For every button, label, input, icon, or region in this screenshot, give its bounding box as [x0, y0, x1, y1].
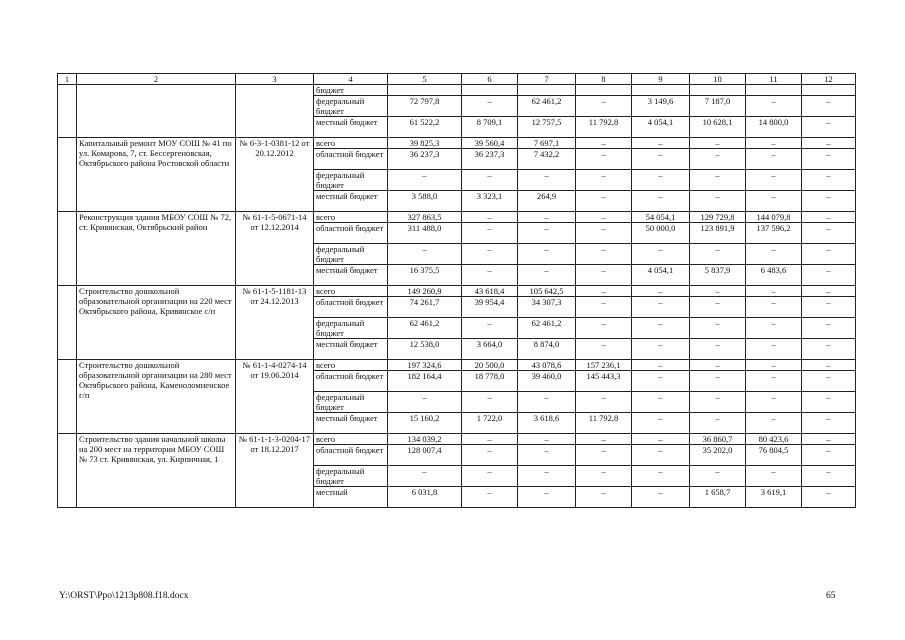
project-name-cell: [77, 85, 236, 138]
value-cell: –: [802, 360, 856, 371]
value-cell: –: [518, 445, 576, 466]
value-cell: –: [462, 466, 518, 487]
value-cell: 12 757,5: [518, 117, 576, 138]
row-index-cell: [58, 212, 77, 286]
document-number-cell: [236, 85, 314, 138]
value-cell: 3 323,1: [462, 191, 518, 212]
value-cell: –: [690, 138, 746, 149]
value-cell: –: [802, 117, 856, 138]
value-cell: –: [802, 413, 856, 434]
value-cell: –: [632, 191, 690, 212]
value-cell: 80 423,6: [746, 434, 802, 445]
column-number: 6: [462, 74, 518, 85]
funding-source: федеральный бюджет: [314, 466, 388, 487]
value-cell: –: [576, 392, 632, 413]
value-cell: 62 461,2: [518, 318, 576, 339]
value-cell: –: [746, 413, 802, 434]
value-cell: 43 618,4: [462, 286, 518, 297]
value-cell: 76 804,5: [746, 445, 802, 466]
value-cell: –: [690, 339, 746, 360]
value-cell: 34 307,3: [518, 297, 576, 318]
value-cell: –: [462, 244, 518, 265]
value-cell: 129 729,8: [690, 212, 746, 223]
project-name: Строительство дошкольной образовательной организации на 220 мест Октябрьского района, Кривянское с/п: [77, 286, 236, 360]
value-cell: 72 797,8: [388, 96, 462, 117]
value-cell: –: [802, 149, 856, 170]
value-cell: –: [690, 318, 746, 339]
value-cell: –: [802, 170, 856, 191]
value-cell: 12 538,0: [388, 339, 462, 360]
value-cell: –: [462, 318, 518, 339]
value-cell: –: [632, 392, 690, 413]
value-cell: –: [802, 297, 856, 318]
value-cell: –: [518, 212, 576, 223]
value-cell: 105 642,5: [518, 286, 576, 297]
column-number: 9: [632, 74, 690, 85]
value-cell: –: [388, 244, 462, 265]
value-cell: [802, 85, 856, 96]
value-cell: –: [802, 487, 856, 508]
value-cell: –: [802, 286, 856, 297]
value-cell: –: [388, 392, 462, 413]
document-number: № 61-1-4-0274-14 от 19.06.2014: [236, 360, 314, 434]
value-cell: 3 664,0: [462, 339, 518, 360]
value-cell: 3 149,6: [632, 96, 690, 117]
funding-source: бюджет: [314, 85, 388, 96]
value-cell: –: [462, 265, 518, 286]
value-cell: 7 697,1: [518, 138, 576, 149]
funding-source: федеральный бюджет: [314, 318, 388, 339]
value-cell: –: [802, 138, 856, 149]
funding-source: местный бюджет: [314, 339, 388, 360]
value-cell: 8 874,0: [518, 339, 576, 360]
page-number: 65: [826, 591, 836, 601]
column-number: 8: [576, 74, 632, 85]
value-cell: –: [518, 223, 576, 244]
row-index-cell: [58, 434, 77, 508]
value-cell: 3 588,0: [388, 191, 462, 212]
funding-source: областной бюджет: [314, 297, 388, 318]
value-cell: –: [632, 138, 690, 149]
value-cell: –: [632, 170, 690, 191]
value-cell: 20 500,0: [462, 360, 518, 371]
funding-source: всего: [314, 434, 388, 445]
value-cell: –: [690, 170, 746, 191]
value-cell: 39 460,0: [518, 371, 576, 392]
value-cell: [746, 85, 802, 96]
document-number: № 61-1-1-3-0204-17 от 18.12.2017: [236, 434, 314, 508]
value-cell: –: [746, 170, 802, 191]
value-cell: –: [388, 466, 462, 487]
value-cell: –: [518, 265, 576, 286]
value-cell: –: [746, 339, 802, 360]
value-cell: –: [690, 466, 746, 487]
column-number: 12: [802, 74, 856, 85]
value-cell: –: [462, 96, 518, 117]
value-cell: –: [388, 170, 462, 191]
value-cell: 264,9: [518, 191, 576, 212]
value-cell: [462, 85, 518, 96]
value-cell: 36 860,7: [690, 434, 746, 445]
value-cell: –: [802, 223, 856, 244]
value-cell: –: [802, 392, 856, 413]
value-cell: 39 825,3: [388, 138, 462, 149]
funding-source: областной бюджет: [314, 149, 388, 170]
value-cell: –: [518, 434, 576, 445]
funding-source: всего: [314, 138, 388, 149]
value-cell: –: [462, 434, 518, 445]
column-number: 3: [236, 74, 314, 85]
value-cell: 18 778,0: [462, 371, 518, 392]
funding-source: местный бюджет: [314, 265, 388, 286]
table-row: [58, 85, 856, 96]
value-cell: 4 054,1: [632, 265, 690, 286]
funding-source: федеральный бюджет: [314, 244, 388, 265]
value-cell: –: [576, 286, 632, 297]
footer-file-path: Y:\ORST\Ppo\1213p808.f18.docx: [59, 591, 189, 601]
funding-source: федеральный бюджет: [314, 170, 388, 191]
value-cell: –: [746, 360, 802, 371]
value-cell: 5 837,9: [690, 265, 746, 286]
value-cell: –: [802, 265, 856, 286]
row-index-cell: [58, 85, 77, 138]
value-cell: –: [632, 445, 690, 466]
value-cell: –: [632, 360, 690, 371]
value-cell: –: [518, 392, 576, 413]
value-cell: 7 187,0: [690, 96, 746, 117]
value-cell: –: [746, 371, 802, 392]
value-cell: –: [802, 318, 856, 339]
value-cell: –: [576, 149, 632, 170]
funding-source: местный бюджет: [314, 191, 388, 212]
value-cell: 197 324,6: [388, 360, 462, 371]
value-cell: –: [632, 286, 690, 297]
value-cell: –: [576, 487, 632, 508]
value-cell: –: [690, 360, 746, 371]
value-cell: –: [746, 244, 802, 265]
column-number: 4: [314, 74, 388, 85]
column-number: 2: [77, 74, 236, 85]
value-cell: –: [632, 339, 690, 360]
value-cell: –: [632, 413, 690, 434]
value-cell: 4 054,1: [632, 117, 690, 138]
funding-source: всего: [314, 360, 388, 371]
value-cell: –: [802, 445, 856, 466]
value-cell: 39 560,4: [462, 138, 518, 149]
value-cell: –: [746, 191, 802, 212]
value-cell: 1 722,0: [462, 413, 518, 434]
value-cell: –: [576, 466, 632, 487]
value-cell: [690, 85, 746, 96]
funding-source: всего: [314, 212, 388, 223]
value-cell: –: [518, 487, 576, 508]
value-cell: 11 792,8: [576, 413, 632, 434]
value-cell: –: [632, 466, 690, 487]
value-cell: [388, 85, 462, 96]
project-name: Капитальный ремонт МОУ СОШ № 41 по ул. Комарова, 7, ст. Бессергеновская, Октябрьского района Ростовской области: [77, 138, 236, 212]
value-cell: 145 443,3: [576, 371, 632, 392]
value-cell: –: [576, 445, 632, 466]
column-number: 11: [746, 74, 802, 85]
value-cell: –: [632, 297, 690, 318]
value-cell: –: [690, 392, 746, 413]
value-cell: 327 863,5: [388, 212, 462, 223]
funding-source: всего: [314, 286, 388, 297]
value-cell: –: [462, 392, 518, 413]
document-number: № 61-1-5-0671-14 от 12.12.2014: [236, 212, 314, 286]
value-cell: –: [632, 149, 690, 170]
value-cell: 61 522,2: [388, 117, 462, 138]
value-cell: –: [746, 138, 802, 149]
value-cell: –: [690, 244, 746, 265]
value-cell: –: [518, 466, 576, 487]
value-cell: 157 236,1: [576, 360, 632, 371]
row-index-cell: [58, 138, 77, 212]
funding-source: областной бюджет: [314, 223, 388, 244]
value-cell: 50 000,0: [632, 223, 690, 244]
value-cell: 15 160,2: [388, 413, 462, 434]
funding-source: федеральный бюджет: [314, 392, 388, 413]
value-cell: 182 164,4: [388, 371, 462, 392]
funding-source: местный бюджет: [314, 117, 388, 138]
value-cell: –: [462, 445, 518, 466]
value-cell: –: [632, 318, 690, 339]
value-cell: –: [576, 96, 632, 117]
value-cell: 311 488,0: [388, 223, 462, 244]
funding-source: местный: [314, 487, 388, 508]
value-cell: 16 375,5: [388, 265, 462, 286]
value-cell: 35 202,0: [690, 445, 746, 466]
value-cell: 43 078,6: [518, 360, 576, 371]
value-cell: –: [462, 212, 518, 223]
document-number: № 6-3-1-0381-12 от 20.12.2012: [236, 138, 314, 212]
value-cell: –: [632, 487, 690, 508]
value-cell: [632, 85, 690, 96]
funding-source: местный бюджет: [314, 413, 388, 434]
value-cell: 1 658,7: [690, 487, 746, 508]
value-cell: –: [802, 191, 856, 212]
value-cell: –: [746, 318, 802, 339]
value-cell: 6 483,6: [746, 265, 802, 286]
row-index-cell: [58, 360, 77, 434]
value-cell: 10 628,1: [690, 117, 746, 138]
value-cell: –: [576, 265, 632, 286]
value-cell: 137 596,2: [746, 223, 802, 244]
value-cell: –: [802, 371, 856, 392]
value-cell: 134 039,2: [388, 434, 462, 445]
budget-table: [57, 73, 856, 508]
value-cell: 74 261,7: [388, 297, 462, 318]
table-row: [58, 212, 856, 223]
column-number-row: [58, 74, 856, 85]
value-cell: 62 461,2: [388, 318, 462, 339]
value-cell: –: [802, 434, 856, 445]
value-cell: –: [690, 191, 746, 212]
value-cell: –: [802, 339, 856, 360]
value-cell: 3 619,1: [746, 487, 802, 508]
value-cell: –: [576, 212, 632, 223]
value-cell: 7 432,2: [518, 149, 576, 170]
value-cell: –: [462, 487, 518, 508]
value-cell: –: [690, 286, 746, 297]
column-number: 5: [388, 74, 462, 85]
value-cell: –: [746, 297, 802, 318]
row-index-cell: [58, 286, 77, 360]
table-row: [58, 138, 856, 149]
value-cell: 128 007,4: [388, 445, 462, 466]
value-cell: 6 031,8: [388, 487, 462, 508]
value-cell: –: [576, 318, 632, 339]
value-cell: 8 709,1: [462, 117, 518, 138]
value-cell: –: [690, 149, 746, 170]
value-cell: 3 618,6: [518, 413, 576, 434]
value-cell: [576, 85, 632, 96]
value-cell: –: [576, 191, 632, 212]
value-cell: 144 079,8: [746, 212, 802, 223]
column-number: 10: [690, 74, 746, 85]
value-cell: –: [518, 170, 576, 191]
table-row: [58, 286, 856, 297]
funding-source: федеральный бюджет: [314, 96, 388, 117]
value-cell: –: [576, 244, 632, 265]
value-cell: –: [690, 371, 746, 392]
value-cell: –: [802, 244, 856, 265]
value-cell: –: [746, 149, 802, 170]
table-row: [58, 434, 856, 445]
value-cell: 123 891,9: [690, 223, 746, 244]
value-cell: [518, 85, 576, 96]
value-cell: 62 461,2: [518, 96, 576, 117]
funding-source: областной бюджет: [314, 371, 388, 392]
value-cell: –: [632, 371, 690, 392]
value-cell: –: [462, 223, 518, 244]
value-cell: –: [746, 392, 802, 413]
value-cell: 36 237,3: [388, 149, 462, 170]
project-name: Строительство дошкольной образовательной организации на 280 мест Октябрьского района, Каменоломненское г/п: [77, 360, 236, 434]
value-cell: 149 260,9: [388, 286, 462, 297]
value-cell: 11 792,8: [576, 117, 632, 138]
value-cell: –: [802, 212, 856, 223]
project-name: Реконструкция здания МБОУ СОШ № 72, ст. Кривянская, Октябрьский район: [77, 212, 236, 286]
value-cell: –: [518, 244, 576, 265]
value-cell: –: [632, 244, 690, 265]
value-cell: –: [462, 170, 518, 191]
value-cell: –: [746, 466, 802, 487]
value-cell: –: [632, 434, 690, 445]
value-cell: –: [576, 138, 632, 149]
funding-source: областной бюджет: [314, 445, 388, 466]
column-number: 7: [518, 74, 576, 85]
column-number: 1: [58, 74, 77, 85]
value-cell: –: [746, 96, 802, 117]
value-cell: 39 954,4: [462, 297, 518, 318]
value-cell: –: [576, 339, 632, 360]
table-row: [58, 360, 856, 371]
value-cell: 36 237,3: [462, 149, 518, 170]
value-cell: –: [690, 413, 746, 434]
value-cell: –: [802, 96, 856, 117]
value-cell: –: [576, 223, 632, 244]
value-cell: –: [690, 297, 746, 318]
value-cell: –: [802, 466, 856, 487]
value-cell: 54 054,1: [632, 212, 690, 223]
value-cell: –: [576, 170, 632, 191]
value-cell: –: [576, 297, 632, 318]
value-cell: –: [576, 434, 632, 445]
value-cell: 14 800,0: [746, 117, 802, 138]
document-number: № 61-1-5-1181-13 от 24.12.2013: [236, 286, 314, 360]
value-cell: –: [746, 286, 802, 297]
project-name: Строительство здания начальной школы на 200 мест на территории МБОУ СОШ № 73 ст. Кривянская, ул. Кирпичная, 1: [77, 434, 236, 508]
